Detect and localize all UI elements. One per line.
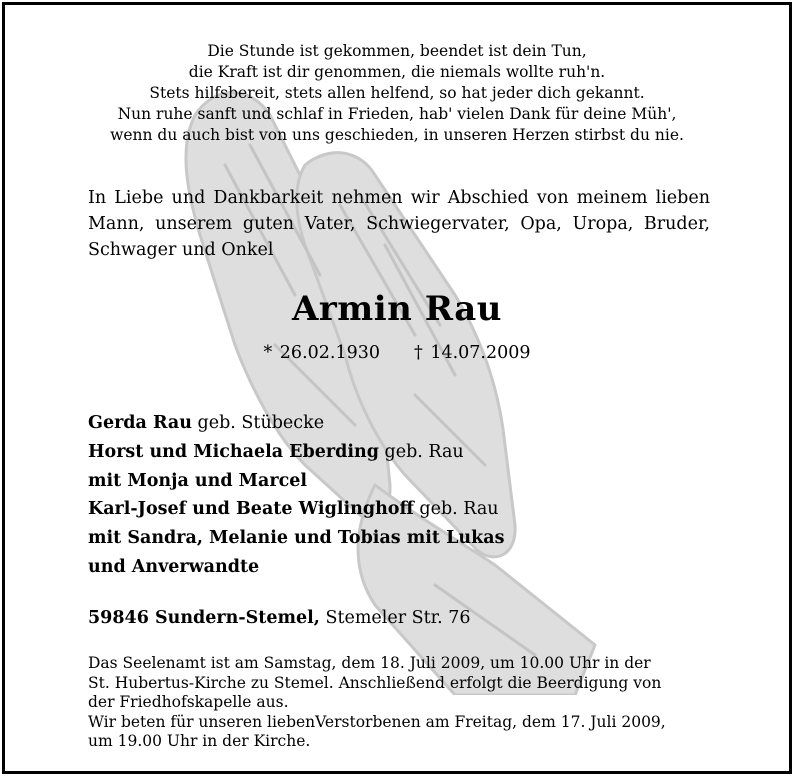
- mourner-row: Karl-Josef und Beate Wiglinghoff geb. Rau: [88, 499, 499, 520]
- address-city: 59846 Sundern-Stemel,: [88, 608, 320, 628]
- address-street: Stemeler Str. 76: [319, 608, 471, 628]
- service-info: [88, 654, 710, 752]
- death-date: † 14.07.2009: [414, 343, 531, 363]
- service-line: Das Seelenamt ist am Samstag, dem 18. Juli 2009, um 10.00 Uhr in der: [88, 654, 651, 672]
- service-line: der Friedhofskapelle aus.: [88, 693, 289, 712]
- mourner-row: mit Sandra, Melanie und Tobias mit Lukas: [88, 528, 505, 549]
- mourner-row: Horst und Michaela Eberding geb. Rau: [88, 441, 464, 462]
- address: [88, 608, 471, 628]
- poem-line: die Kraft ist dir genommen, die niemals wollte ruh'n.: [188, 63, 606, 81]
- service-line: St. Hubertus-Kirche zu Stemel. Anschließend erfolgt die Beerdigung von: [88, 673, 662, 692]
- poem-line: wenn du auch bist von uns geschieden, in unseren Herzen stirbst du nie.: [110, 126, 684, 144]
- poem-line: Nun ruhe sanft und schlaf in Frieden, hab' vielen Dank für deine Müh',: [117, 105, 677, 123]
- poem-line: Stets hilfsbereit, stets allen helfend, so hat jeder dich gekannt.: [149, 84, 645, 102]
- deceased-name: Armin Rau: [291, 289, 503, 329]
- mourner-row: und Anverwandte: [88, 556, 260, 577]
- mourners-list: [88, 409, 728, 582]
- life-dates: [5, 343, 789, 363]
- mourner-row: mit Monja und Marcel: [88, 470, 308, 491]
- farewell-text: In Liebe und Dankbarkeit nehmen wir Abschied von meinem lieben Mann, unserem guten Vater, Schwiegervater, Opa, Uropa, Bruder, Schwager und Onkel: [88, 188, 710, 260]
- service-line: Wir beten für unseren liebenVerstorbenen am Freitag, dem 17. Juli 2009,: [88, 712, 666, 731]
- poem: [5, 41, 789, 146]
- birth-date: * 26.02.1930: [263, 343, 380, 363]
- service-line: um 19.00 Uhr in der Kirche.: [88, 732, 311, 751]
- obituary-notice: [2, 2, 792, 774]
- poem-line: Die Stunde ist gekommen, beendet ist dein Tun,: [207, 42, 587, 60]
- mourner-row: Gerda Rau geb. Stübecke: [88, 413, 325, 433]
